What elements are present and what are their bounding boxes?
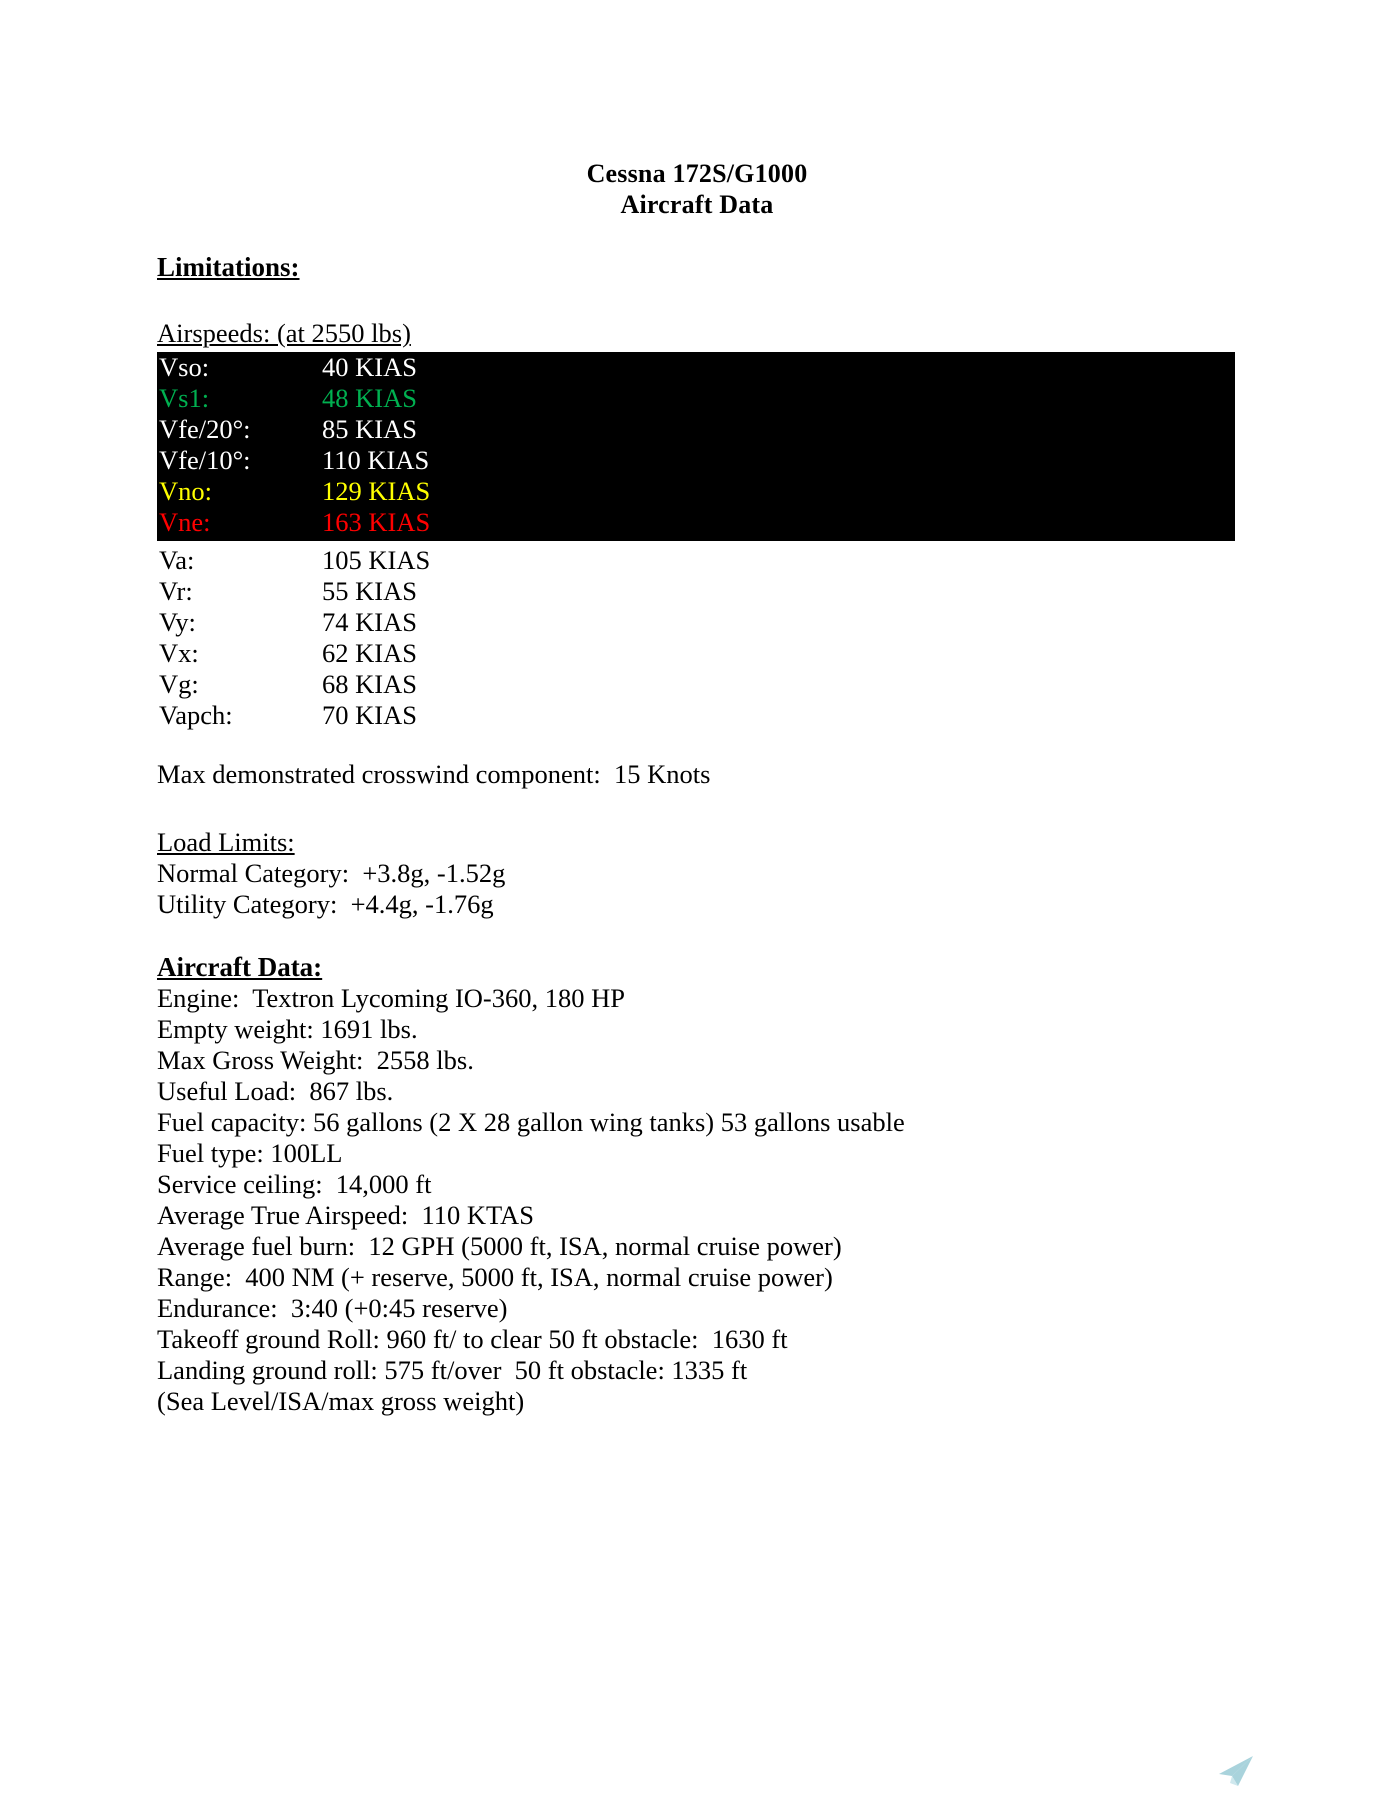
airspeed-label: Vfe/20°:: [159, 414, 251, 444]
aircraft-data-line: Max Gross Weight: 2558 lbs.: [157, 1045, 474, 1075]
airspeed-value: 105 KIAS: [322, 545, 431, 575]
airspeed-row: [157, 414, 1235, 445]
airspeed-label: Vfe/10°:: [159, 445, 251, 475]
aircraft-data-line: Endurance: 3:40 (+0:45 reserve): [157, 1293, 508, 1323]
airspeeds-plain-block: [159, 545, 430, 731]
airspeed-value: 68 KIAS: [322, 669, 417, 699]
airspeed-row: [157, 476, 1235, 507]
airspeed-row: [159, 669, 430, 700]
load-limit-utility-category: Utility Category: +4.4g, -1.76g: [157, 889, 494, 919]
airspeed-value: 110 KIAS: [322, 445, 430, 475]
aircraft-data-line: Average True Airspeed: 110 KTAS: [157, 1200, 534, 1230]
airspeed-row: [159, 607, 430, 638]
aircraft-data-list: [157, 983, 905, 1417]
airspeed-row: [157, 352, 1235, 383]
airspeed-label: Va:: [159, 545, 195, 575]
airspeed-label: Vne:: [159, 507, 211, 537]
airspeed-row: [157, 445, 1235, 476]
airspeed-value: 62 KIAS: [322, 638, 417, 668]
airspeed-row: [159, 700, 430, 731]
airspeed-value: 85 KIAS: [322, 414, 417, 444]
aircraft-data-line: Landing ground roll: 575 ft/over 50 ft obstacle: 1335 ft: [157, 1355, 748, 1385]
airspeeds-heading: Airspeeds: (at 2550 lbs): [157, 318, 411, 348]
airspeed-value: 40 KIAS: [322, 352, 417, 382]
aircraft-data-line: Fuel capacity: 56 gallons (2 X 28 gallon wing tanks) 53 gallons usable: [157, 1107, 905, 1137]
aircraft-data-heading: Aircraft Data:: [157, 952, 323, 982]
aircraft-data-line: Fuel type: 100LL: [157, 1138, 343, 1168]
aircraft-data-line: Useful Load: 867 lbs.: [157, 1076, 394, 1106]
load-limit-normal-category: Normal Category: +3.8g, -1.52g: [157, 858, 506, 888]
limitations-heading: Limitations:: [157, 252, 300, 282]
airspeed-value: 163 KIAS: [322, 507, 431, 537]
aircraft-data-line: Empty weight: 1691 lbs.: [157, 1014, 418, 1044]
title-line-2: Aircraft Data: [620, 190, 774, 219]
airspeed-label: Vapch:: [159, 700, 233, 730]
aircraft-data-line: Service ceiling: 14,000 ft: [157, 1169, 432, 1199]
airspeed-row: [159, 545, 430, 576]
airspeed-row: [157, 507, 1235, 538]
load-limits-heading: Load Limits:: [157, 827, 295, 857]
airspeed-label: Vy:: [159, 607, 196, 637]
paper-plane-icon: [1217, 1754, 1255, 1788]
aircraft-data-line: Range: 400 NM (+ reserve, 5000 ft, ISA, normal cruise power): [157, 1262, 833, 1292]
airspeed-value: 48 KIAS: [322, 383, 417, 413]
airspeed-row: [157, 383, 1235, 414]
aircraft-data-line: Takeoff ground Roll: 960 ft/ to clear 50 ft obstacle: 1630 ft: [157, 1324, 788, 1354]
airspeed-label: Vs1:: [159, 383, 210, 413]
airspeed-row: [159, 576, 430, 607]
page-title: [0, 158, 1394, 220]
max-crosswind-line: Max demonstrated crosswind component: 15 Knots: [157, 759, 711, 789]
airspeed-value: 55 KIAS: [322, 576, 417, 606]
aircraft-data-line: (Sea Level/ISA/max gross weight): [157, 1386, 525, 1416]
airspeed-value: 129 KIAS: [322, 476, 431, 506]
title-line-1: Cessna 172S/G1000: [586, 159, 808, 188]
aircraft-data-line: Engine: Textron Lycoming IO-360, 180 HP: [157, 983, 625, 1013]
airspeed-label: Vno:: [159, 476, 212, 506]
airspeeds-highlighted-block: [157, 352, 1235, 541]
airspeed-value: 70 KIAS: [322, 700, 417, 730]
airspeed-row: [159, 638, 430, 669]
aircraft-data-line: Average fuel burn: 12 GPH (5000 ft, ISA, normal cruise power): [157, 1231, 842, 1261]
airspeed-label: Vr:: [159, 576, 193, 606]
airspeed-label: Vx:: [159, 638, 199, 668]
airspeed-label: Vso:: [159, 352, 210, 382]
airspeed-value: 74 KIAS: [322, 607, 417, 637]
airspeed-label: Vg:: [159, 669, 199, 699]
